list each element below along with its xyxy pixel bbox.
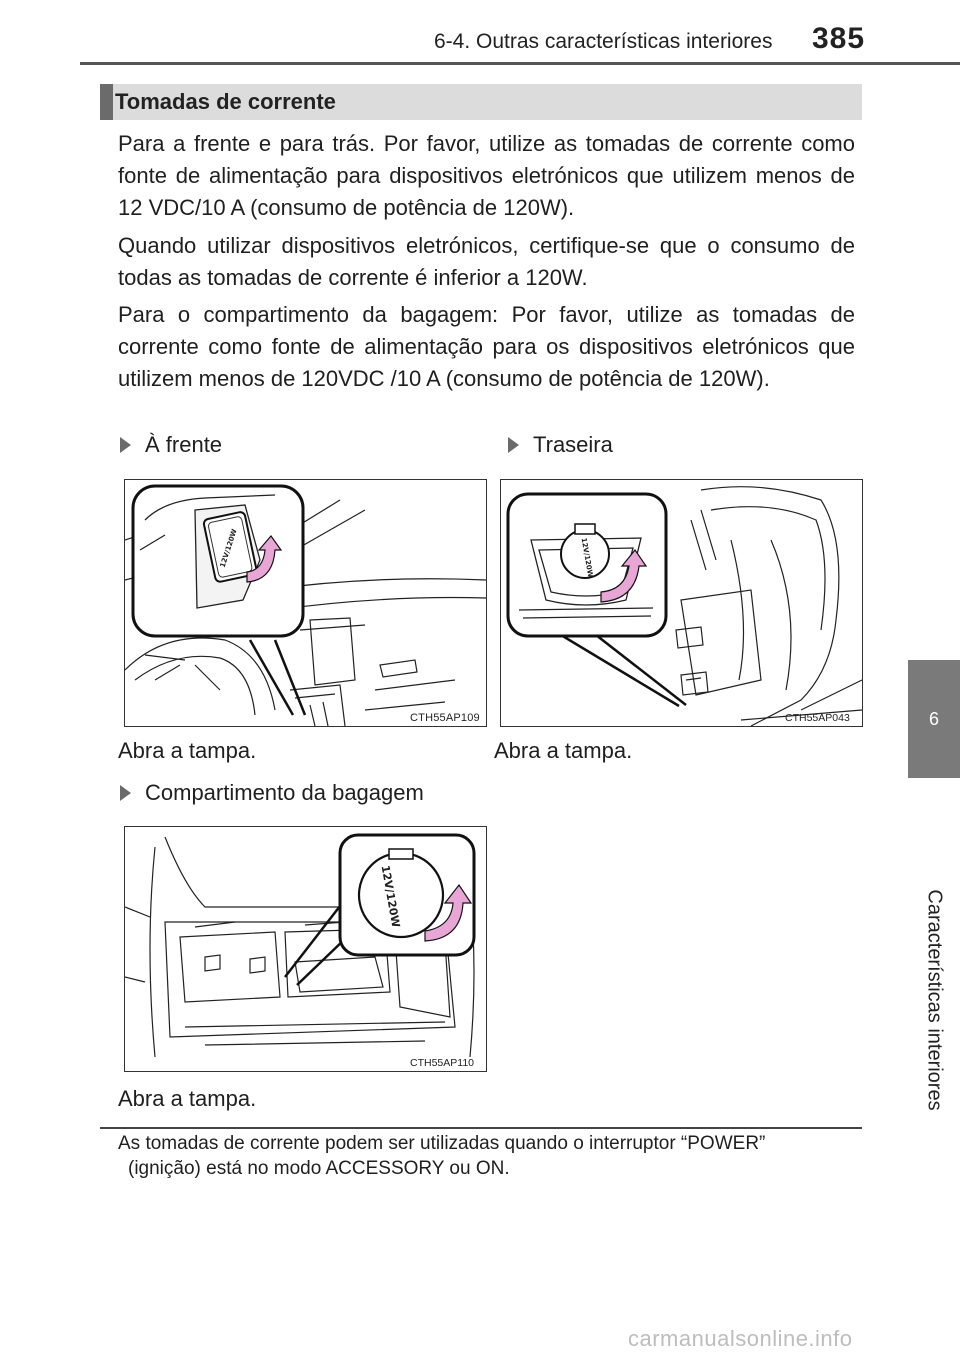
figure-heading-front (120, 432, 222, 458)
cap-label: 12V/120W (378, 864, 403, 929)
figure-code: CTH55AP109 (410, 712, 480, 724)
running-header: 6-4. Outras características interiores (434, 30, 773, 53)
header-rule (80, 62, 960, 65)
section-title: Tomadas de corrente (115, 89, 336, 114)
luggage-illustration (125, 827, 486, 1071)
chapter-tab (908, 660, 960, 778)
rear-console-illustration (501, 480, 862, 726)
figure-front-outlet (124, 479, 487, 727)
paragraph-1: Para a frente e para trás. Por favor, utilize as tomadas de corrente como fonte de alimentação para dispositivos eletrónicos que utilizem menos de 12 VDC/10 A (consumo de potência de 120W). (118, 131, 855, 220)
figure-caption-front: Abra a tampa. (118, 738, 257, 763)
figure-luggage-outlet (124, 826, 487, 1072)
chapter-label: Características interiores (923, 889, 946, 1111)
figure-code: CTH55AP110 (410, 1057, 475, 1069)
note-line-2: (ignição) está no modo ACCESSORY ou ON. (128, 1158, 510, 1179)
paragraph-3: Para o compartimento da bagagem: Por favor, utilize as tomadas de corrente como fonte de alimentação para os dispositivos eletrónicos que utilizem menos de 120VDC /10 A (consumo de potência de 120W). (118, 302, 855, 391)
triangle-bullet-icon (120, 437, 131, 453)
note-rule (100, 1127, 862, 1129)
note (118, 1131, 862, 1181)
cap-label: 12V/120W (218, 527, 239, 569)
figure-heading-text: À frente (145, 432, 223, 457)
triangle-bullet-icon (120, 785, 131, 801)
figure-heading-text: Traseira (533, 432, 613, 457)
figure-heading-text: Compartimento da bagagem (145, 780, 424, 805)
figure-caption-rear: Abra a tampa. (494, 738, 633, 763)
watermark: carmanualsonline.info (628, 1326, 853, 1351)
page-number: 385 (812, 22, 866, 55)
chapter-number: 6 (928, 708, 939, 729)
figure-code: CTH55AP043 (785, 712, 850, 724)
cap-label: 12V/120W (579, 537, 595, 579)
note-line-1: As tomadas de corrente podem ser utilizadas quando o interruptor “POWER” (118, 1133, 766, 1154)
front-dashboard-illustration (125, 480, 486, 726)
figure-heading-rear (508, 432, 613, 458)
figure-heading-luggage (120, 780, 424, 806)
chapter-label-container (884, 790, 960, 1210)
triangle-bullet-icon (508, 437, 519, 453)
figure-rear-outlet (500, 479, 863, 727)
paragraph-2: Quando utilizar dispositivos eletrónicos, certifique-se que o consumo de todas as tomadas de corrente é inferior a 120W. (118, 233, 855, 290)
figure-caption-luggage: Abra a tampa. (118, 1086, 257, 1111)
